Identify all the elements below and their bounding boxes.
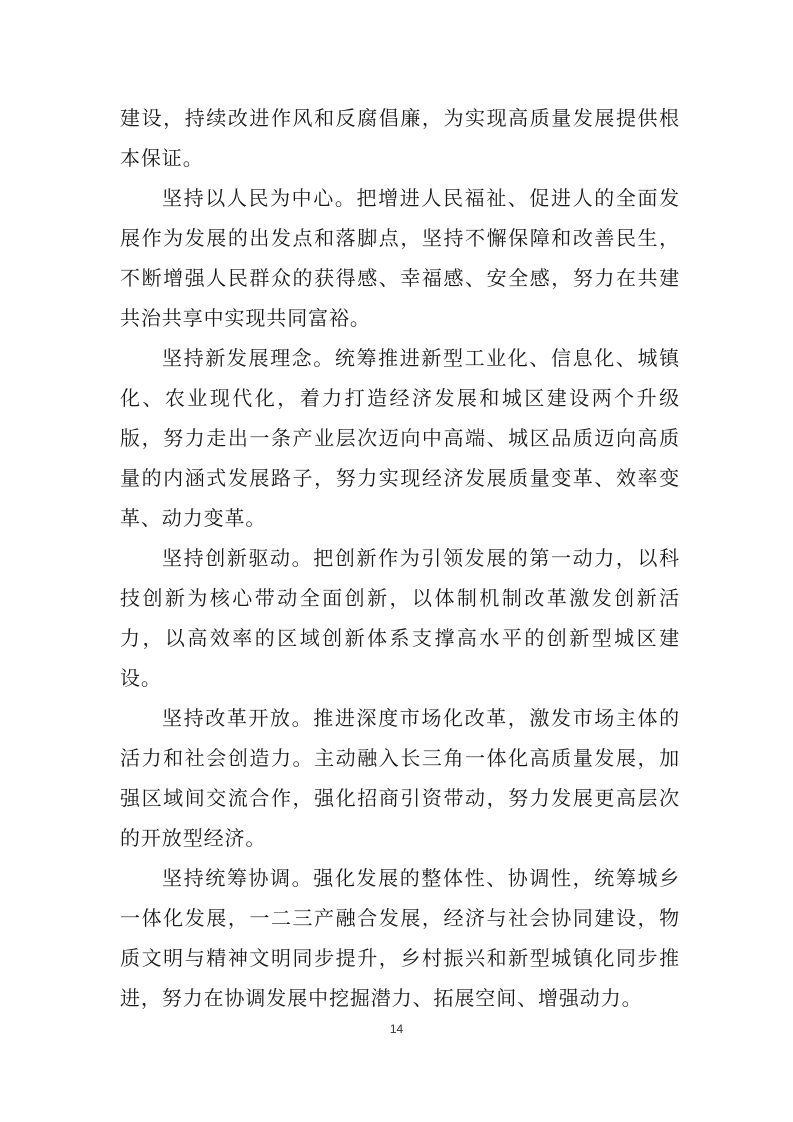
page-number: 14 — [389, 1022, 404, 1036]
paragraph-people-centered — [120, 178, 680, 338]
body-text — [120, 98, 680, 1018]
paragraph-lead: 坚持改革开放。 — [162, 706, 314, 730]
paragraph-text: 把增进人民福祉、促进人的全面发展作为发展的出发点和落脚点，坚持不懈保障和改善民生，不断增强人民群众的获得感、幸福感、安全感，努力在共建共治共享中实现共同富裕。 — [120, 186, 680, 330]
paragraph-new-development-concept — [120, 338, 680, 538]
paragraph-coordination — [120, 858, 680, 1018]
paragraph-lead: 坚持以人民为中心。 — [162, 186, 357, 210]
paragraph-text: 统筹推进新型工业化、信息化、城镇化、农业现代化，着力打造经济发展和城区建设两个升级版，努力走出一条产业层次迈向中高端、城区品质迈向高质量的内涵式发展路子，努力实现经济发展质量变革、效率变革、动力变革。 — [120, 346, 680, 530]
paragraph-reform-opening — [120, 698, 680, 858]
paragraph-text: 强化发展的整体性、协调性，统筹城乡一体化发展，一二三产融合发展，经济与社会协同建设，物质文明与精神文明同步提升，乡村振兴和新型城镇化同步推进，努力在协调发展中挖掘潜力、拓展空间、增强动力。 — [120, 866, 680, 1010]
paragraph-text: 把创新作为引领发展的第一动力，以科技创新为核心带动全面创新，以体制机制改革激发创新活力，以高效率的区域创新体系支撑高水平的创新型城区建设。 — [120, 546, 680, 690]
paragraph-innovation-driven — [120, 538, 680, 698]
paragraph-lead: 坚持统筹协调。 — [162, 866, 314, 890]
paragraph-text: 建设，持续改进作风和反腐倡廉，为实现高质量发展提供根本保证。 — [120, 106, 680, 170]
paragraph-lead: 坚持创新驱动。 — [162, 546, 314, 570]
paragraph-lead: 坚持新发展理念。 — [162, 346, 335, 370]
paragraph-continuation — [120, 98, 680, 178]
paragraph-text: 推进深度市场化改革，激发市场主体的活力和社会创造力。主动融入长三角一体化高质量发展，加强区域间交流合作，强化招商引资带动，努力发展更高层次的开放型经济。 — [120, 706, 680, 850]
